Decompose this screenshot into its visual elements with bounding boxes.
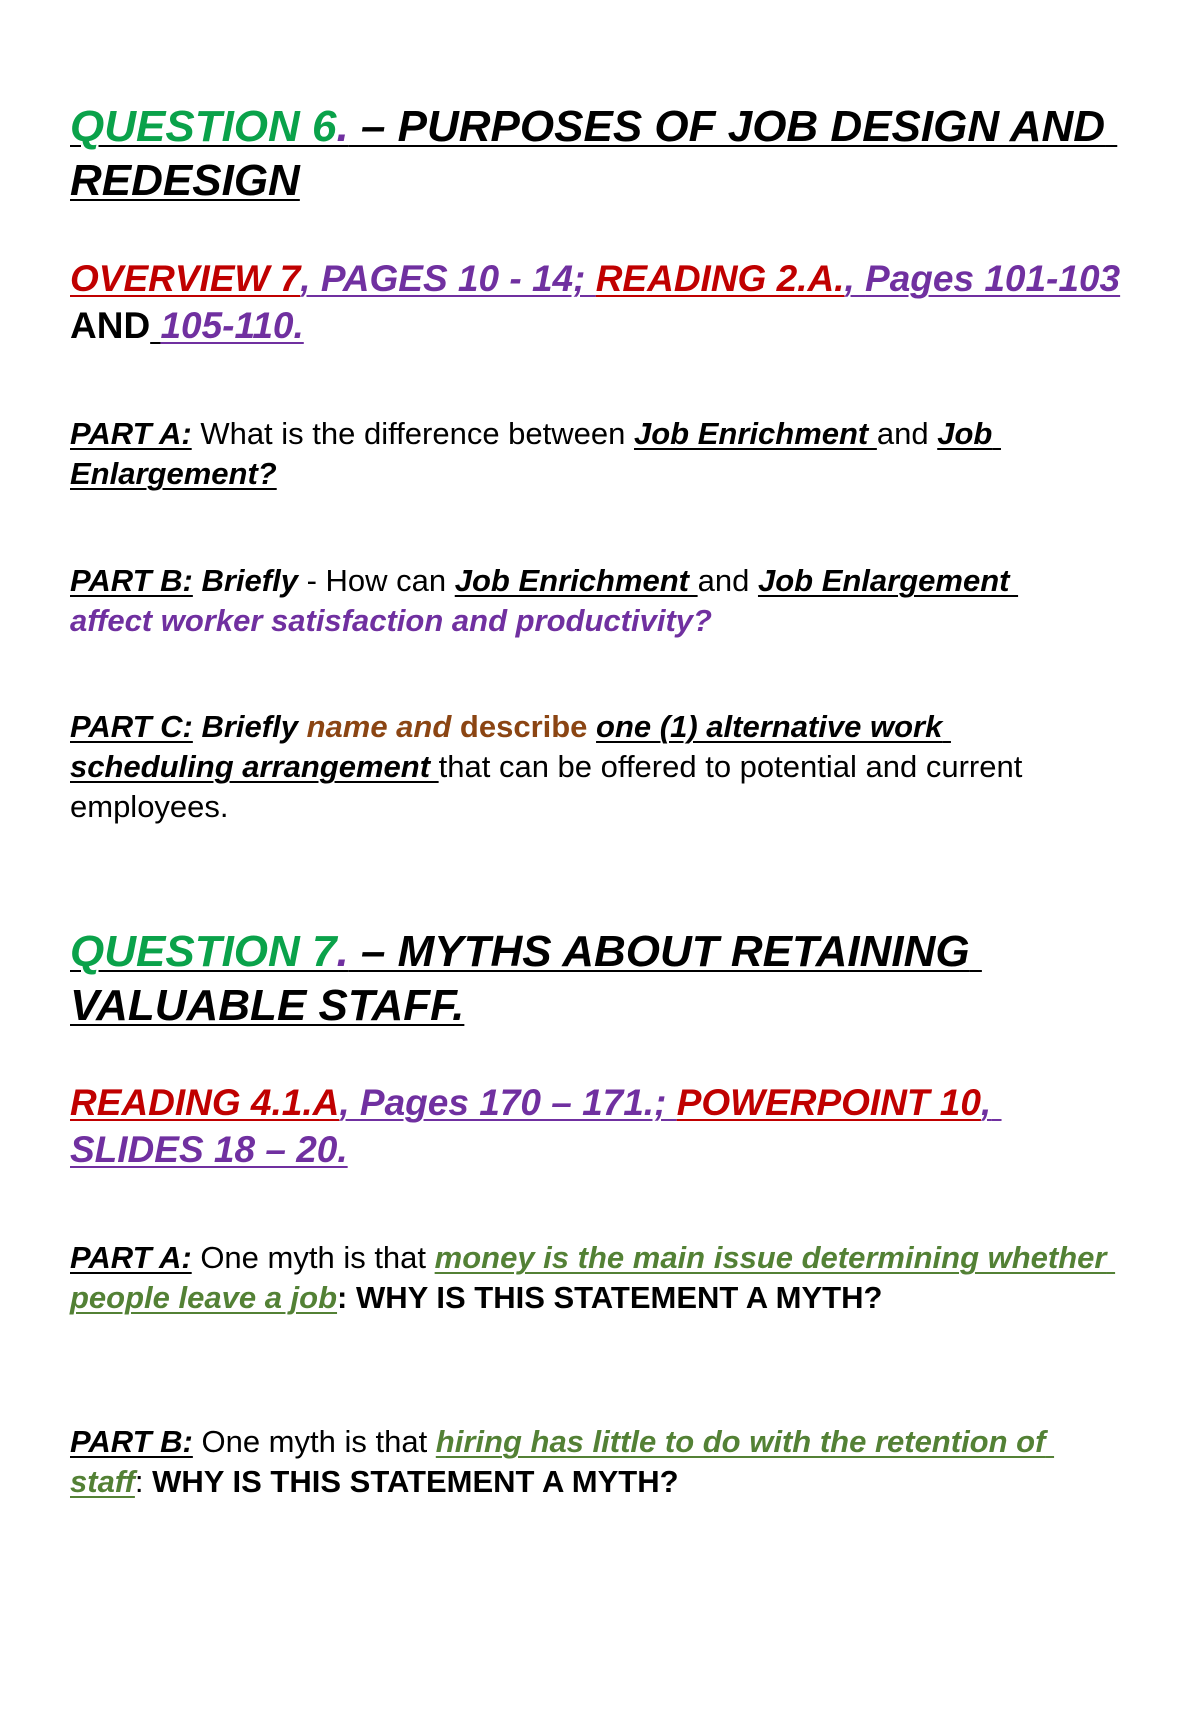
- part-a-term-enlargement: Job Enlargement?: [70, 416, 1001, 491]
- question-6-part-a: [70, 414, 1130, 494]
- ref-comma: ,: [844, 258, 866, 299]
- question-6-references: [70, 255, 1130, 349]
- part-c-briefly: Briefly: [192, 709, 307, 744]
- part-b-term-enlargement: Job Enlargement: [757, 563, 1019, 598]
- part-a-text-2: and: [876, 416, 938, 451]
- q7-part-a-label: PART A:: [70, 1240, 192, 1275]
- q7-part-a-text-1: One myth is that: [191, 1240, 435, 1275]
- part-c-label: PART C:: [70, 709, 193, 744]
- part-b-label: PART B:: [70, 563, 193, 598]
- part-a-label: PART A:: [70, 416, 192, 451]
- part-c-name-and: name and: [306, 709, 452, 744]
- q7-part-a-myth: money is the main issue determining whether people leave a job: [70, 1240, 1116, 1315]
- q7-part-b-myth: hiring has little to do with the retention of staff: [70, 1424, 1055, 1499]
- ref-slides: , SLIDES 18 – 20.: [70, 1082, 1002, 1170]
- question-6-heading: [70, 100, 1130, 208]
- question-7-title: – MYTHS ABOUT RETAINING VALUABLE STAFF.: [70, 927, 982, 1030]
- q7-part-a-question: : WHY IS THIS STATEMENT A MYTH?: [337, 1280, 883, 1315]
- question-7-number: QUESTION 7: [70, 927, 337, 976]
- q7-part-b-colon: :: [134, 1464, 144, 1499]
- question-6-title: – PURPOSES OF JOB DESIGN AND REDESIGN: [70, 102, 1118, 205]
- part-b-briefly: Briefly: [192, 563, 298, 598]
- question-7-dot: .: [336, 927, 349, 976]
- question-7-references: [70, 1079, 1130, 1173]
- ref-and: AND: [70, 258, 1130, 346]
- ref-reading-4: READING 4.1.A: [70, 1082, 340, 1123]
- part-b-text-1: - How can: [297, 563, 455, 598]
- q7-part-b-question: WHY IS THIS STATEMENT A MYTH?: [143, 1464, 679, 1499]
- ref-pages-3: 105-110.: [160, 305, 304, 346]
- part-b-term-enrichment: Job Enrichment: [454, 563, 698, 598]
- part-a-term-enrichment: Job Enrichment: [634, 416, 877, 451]
- ref-pages-170: , Pages 170 – 171.;: [339, 1082, 677, 1123]
- part-b-text-2: and: [697, 563, 758, 598]
- q7-part-b-text-1: One myth is that: [192, 1424, 436, 1459]
- question-6-number: QUESTION 6: [70, 102, 337, 151]
- q7-part-b-label: PART B:: [70, 1424, 193, 1459]
- ref-powerpoint: POWERPOINT 10: [676, 1082, 981, 1123]
- question-7-part-a: [70, 1238, 1130, 1318]
- question-6-part-b: [70, 561, 1070, 641]
- ref-pages-2: Pages 101-103: [865, 258, 1121, 299]
- ref-pages: , PAGES 10 - 14;: [300, 258, 596, 299]
- question-6-dot: .: [336, 102, 349, 151]
- part-c-describe: describe: [451, 709, 597, 744]
- question-6-part-c: [70, 707, 1080, 827]
- ref-overview: OVERVIEW 7: [70, 258, 301, 299]
- question-7-heading: [70, 925, 1070, 1033]
- ref-space: [150, 305, 160, 346]
- part-c-text-1: that can be offered to potential and current employees.: [70, 749, 1031, 824]
- part-b-text-3: affect worker satisfaction and productivity?: [70, 603, 712, 638]
- part-a-text-1: What is the difference between: [191, 416, 634, 451]
- ref-reading: READING 2.A.: [595, 258, 845, 299]
- question-7-part-b: [70, 1422, 1060, 1502]
- part-c-term: one (1) alternative work scheduling arrangement: [70, 709, 951, 784]
